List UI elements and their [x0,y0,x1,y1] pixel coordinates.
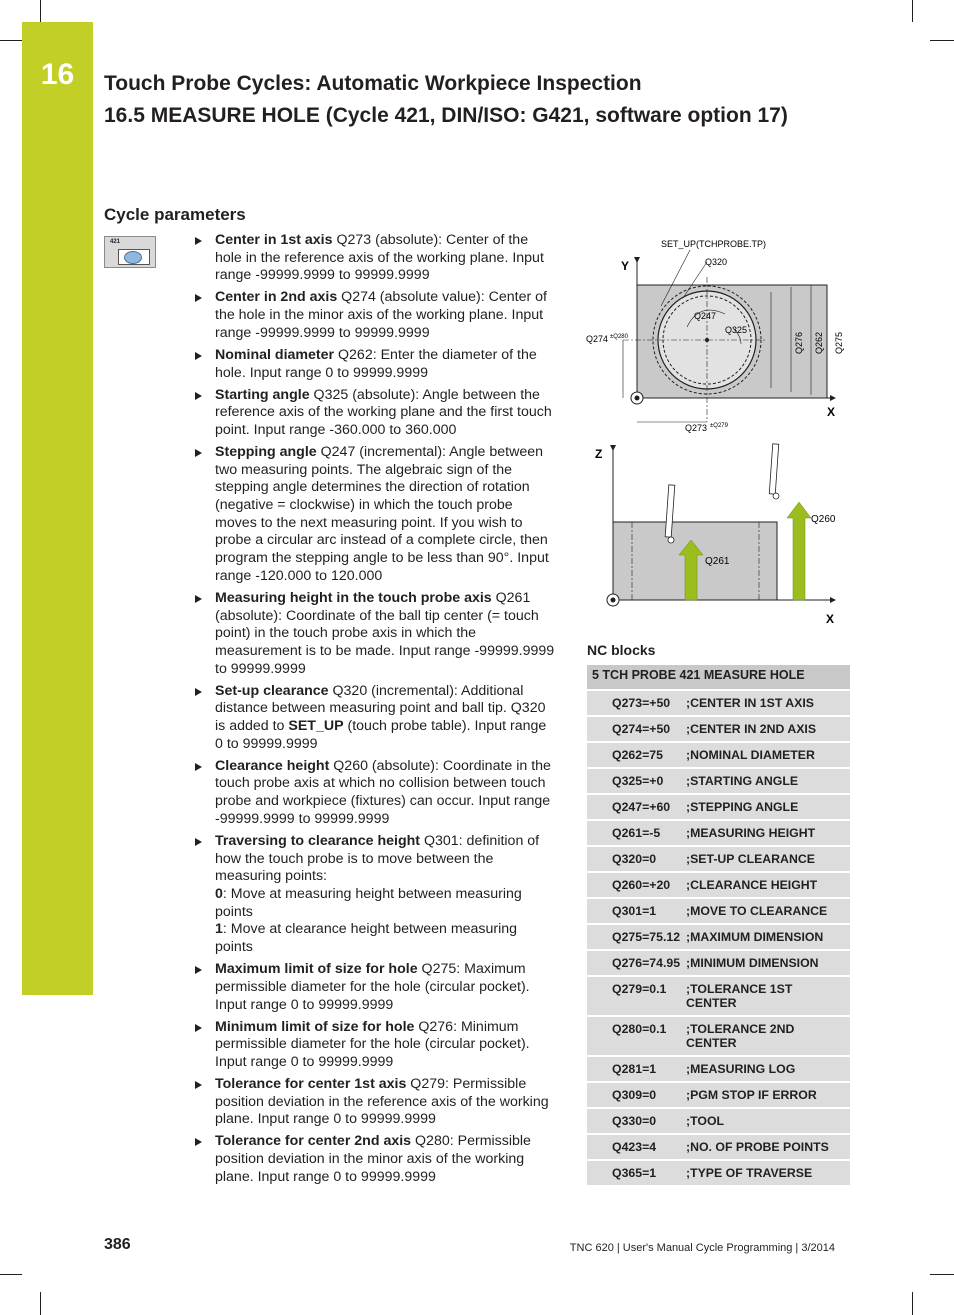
table-row [587,1017,850,1057]
nc-param: Q274=+50 [612,722,671,736]
parameter-name: Center in 1st axis [215,232,333,248]
parameter-name: Center in 2nd axis [215,289,338,306]
q273-label: Q273 [685,423,708,433]
xy-plane-diagram [583,232,853,440]
bullet-arrow-icon [195,1138,202,1146]
probe-point-icon [705,338,709,342]
datum-dot-icon-2 [611,598,616,603]
table-row [587,717,850,743]
parameter-name: Measuring height in the touch probe axis [215,589,492,606]
parameter-description: Q247 (incremental): Angle between two measuring points. The algebraic sign of the stepping angle determines the direction of rotation (negative = clockwise) in which the touch probe moves to the next measuring point. If you wish to probe a circular arc instead of a complete circle, then program the stepping angle to be less than 90°. Input range -120.000 to 120.000 [215,443,549,584]
nc-param: Q309=0 [612,1088,657,1102]
nc-comment: ;NOMINAL DIAMETER [686,748,815,762]
nc-comment: ;MAXIMUM DIMENSION [686,930,824,944]
q280-label: ±Q280 [610,334,628,340]
x-axis-label: X [827,405,836,419]
crop-mark [912,1292,913,1315]
chapter-sidebar [22,22,93,995]
nc-param: Q325=+0 [612,774,664,788]
table-row [587,821,850,847]
bullet-arrow-icon [195,688,202,696]
nc-comment: ;MEASURING HEIGHT [686,826,816,840]
parameter-item [195,232,555,285]
cycle-421-softkey-icon [104,236,156,268]
table-row [587,691,850,717]
table-row [587,951,850,977]
table-row [587,899,850,925]
parameter-item [195,590,555,679]
parameter-description: Q261 (absolute): Coordinate of the ball tip center (= touch point) in the touch probe axis in which the measurement is to be made. Input range -99999.9999 to 99999.9999 [215,589,555,677]
nc-comment: ;TOLERANCE 1ST CENTER [686,982,793,1010]
parameter-description: Q276: Minimum permissible diameter for the hole (circular pocket). Input range 0 to 99999.9999 [215,1018,530,1070]
nc-param: Q247=+60 [612,800,671,814]
nc-param: Q301=1 [612,904,657,918]
bullet-arrow-icon [195,1024,202,1032]
parameter-description: Q279: Permissible position deviation in the reference axis of the working plane. Input range 0 to 99999.9999 [215,1075,549,1128]
nc-param: Q423=4 [612,1140,657,1154]
footer-text: TNC 620 | User's Manual Cycle Programming | 3/2014 [569,1242,835,1254]
nc-param: Q275=75.12 [612,930,681,944]
bullet-arrow-icon [195,294,202,302]
parameter-description: Q275: Maximum permissible diameter for the hole (circular pocket). Input range 0 to 99999.9999 [215,961,530,1013]
page-number: 386 [104,1236,131,1253]
nc-comment: ;TOOL [686,1114,725,1128]
crop-mark [930,40,954,41]
nc-comment: ;CLEARANCE HEIGHT [686,878,818,892]
q279-label: ±Q279 [710,423,728,429]
table-row [587,873,850,899]
parameter-description: Q274 (absolute value): Center of the hole in the minor axis of the working plane. Input range -99999.9999 to 99999.9999 [215,289,547,341]
parameter-description: Q260 (absolute): Coordinate in the touch probe axis at which no collision between touch probe and workpiece (fixtures) can occur. Input range -99999.9999 to 99999.9999 [215,757,551,827]
q260-label: Q260 [811,514,836,525]
y-axis-label: Y [621,259,630,273]
q262-label: Q262 [814,331,824,354]
bullet-arrow-icon [195,392,202,400]
nc-param: Q260=+20 [612,878,671,892]
parameter-name: Tolerance for center 1st axis [215,1075,407,1092]
section-heading: Cycle parameters [104,205,246,224]
parameter-description: Q325 (absolute): Angle between the reference axis of the working plane and the first touch point. Input range -360.000 to 360.000 [215,386,552,438]
parameter-item [195,961,555,1014]
nc-param: Q280=0.1 [612,1022,667,1036]
section-title: 16.5 MEASURE HOLE (Cycle 421, DIN/ISO: G421, software option 17) [104,104,788,127]
parameter-item [195,347,555,382]
q275-label: Q275 [834,331,844,354]
bullet-arrow-icon [195,449,202,457]
option-key: 0 [215,885,223,902]
parameter-name: Stepping angle [215,443,317,460]
nc-param: Q261=-5 [612,826,661,840]
parameter-name: Traversing to clearance height [215,832,421,849]
table-row [587,1135,850,1161]
nc-param: Q262=75 [612,748,663,762]
bullet-arrow-icon [195,595,202,603]
setup-label: SET_UP(TCHPROBE.TP) [661,239,767,249]
nc-comment: ;MINIMUM DIMENSION [686,956,819,970]
probe-stylus-right [769,444,778,494]
table-row [587,769,850,795]
q260-arrow-icon [787,502,811,600]
parameter-item [195,387,555,440]
nc-param: Q281=1 [612,1062,657,1076]
option-key: 1 [215,921,223,938]
nc-comment: ;SET-UP CLEARANCE [686,852,815,866]
parameter-description: Q273 (absolute): Center of the hole in the reference axis of the working plane. Input range -99999.9999 to 99999.9999 [215,232,544,284]
q320-label: Q320 [705,257,728,267]
crop-mark [40,1292,41,1315]
crop-mark [0,40,22,41]
table-row [587,1083,850,1109]
parameter-description: Q301: definition of how the touch probe is to move between the measuring points: [215,832,540,885]
parameter-name: Clearance height [215,757,330,774]
q325-label: Q325 [725,325,748,335]
nc-blocks-table [587,665,850,1187]
table-row [587,1057,850,1083]
probe-tip-left [668,537,674,543]
table-row [587,1161,850,1187]
parameter-name: Nominal diameter [215,346,335,363]
table-row [587,847,850,873]
crop-mark [40,0,41,22]
nc-comment: ;TOLERANCE 2ND CENTER [686,1022,795,1050]
nc-comment: ;STEPPING ANGLE [686,800,799,814]
parameter-description: Q320 (incremental): Additional distance between measuring point and ball tip. Q320 is added to [215,682,546,735]
table-row [587,977,850,1017]
q247-label: Q247 [694,311,717,321]
nc-param: Q320=0 [612,852,657,866]
table-row [587,743,850,769]
parameter-description: Q262: Enter the diameter of the hole. Input range 0 to 99999.9999 [215,346,537,381]
table-row [587,1109,850,1135]
parameter-item [195,683,555,754]
q274-label: Q274 [586,334,609,344]
q276-label: Q276 [794,331,804,354]
nc-param: Q273=+50 [612,696,671,710]
parameter-item [195,444,555,586]
x-axis-label-2: X [826,612,835,626]
nc-comment: ;MOVE TO CLEARANCE [686,904,828,918]
nc-comment: ;NO. OF PROBE POINTS [686,1140,829,1154]
parameter-keyword: SET_UP [288,718,344,735]
parameter-name: Tolerance for center 2nd axis [215,1133,412,1150]
crop-mark [930,1274,954,1275]
bullet-arrow-icon [195,352,202,360]
nc-table-header: 5 TCH PROBE 421 MEASURE HOLE [587,665,850,691]
datum-dot-icon [635,396,640,401]
crop-mark [912,0,913,22]
option-description: : Move at measuring height between measuring points [215,885,522,920]
nc-param: Q276=74.95 [612,956,681,970]
bullet-arrow-icon [195,237,202,245]
parameter-item [195,758,555,829]
nc-comment: ;PGM STOP IF ERROR [686,1088,817,1102]
nc-param: Q279=0.1 [612,982,667,996]
q261-label: Q261 [705,556,730,567]
probe-tip-right [773,493,779,499]
parameter-name: Starting angle [215,386,310,403]
parameter-description: (touch probe table). Input range 0 to 99999.9999 [215,718,547,752]
parameter-item [195,1019,555,1072]
nc-comment: ;MEASURING LOG [686,1062,796,1076]
z-axis-label: Z [595,447,603,461]
bullet-arrow-icon [195,838,202,846]
chapter-title: Touch Probe Cycles: Automatic Workpiece Inspection [104,72,642,95]
nc-comment: ;TYPE OF TRAVERSE [686,1166,813,1180]
option-description: : Move at clearance height between measuring points [215,921,518,956]
parameter-name: Minimum limit of size for hole [215,1018,415,1035]
softkey-label: 421 [110,239,121,245]
nc-param: Q365=1 [612,1166,657,1180]
chapter-number: 16 [40,58,75,91]
bullet-arrow-icon [195,1081,202,1089]
parameter-list [195,232,555,1191]
parameter-description: Q280: Permissible position deviation in the minor axis of the working plane. Input range 0 to 99999.9999 [215,1133,531,1185]
nc-comment: ;STARTING ANGLE [686,774,799,788]
bullet-arrow-icon [195,966,202,974]
parameter-item [195,1133,555,1186]
nc-param: Q330=0 [612,1114,657,1128]
hole-icon [124,251,142,264]
nc-comment: ;CENTER IN 1ST AXIS [686,696,814,710]
parameter-item [195,1076,555,1129]
nc-blocks-label: NC blocks [587,642,656,658]
crop-mark [0,1274,22,1275]
bullet-arrow-icon [195,763,202,771]
nc-comment: ;CENTER IN 2ND AXIS [686,722,817,736]
table-row [587,925,850,951]
parameter-name: Maximum limit of size for hole [215,961,418,978]
table-row [587,795,850,821]
parameter-item [195,833,555,957]
parameter-item [195,289,555,342]
xz-plane-diagram [583,440,853,630]
parameter-name: Set-up clearance [215,682,329,699]
